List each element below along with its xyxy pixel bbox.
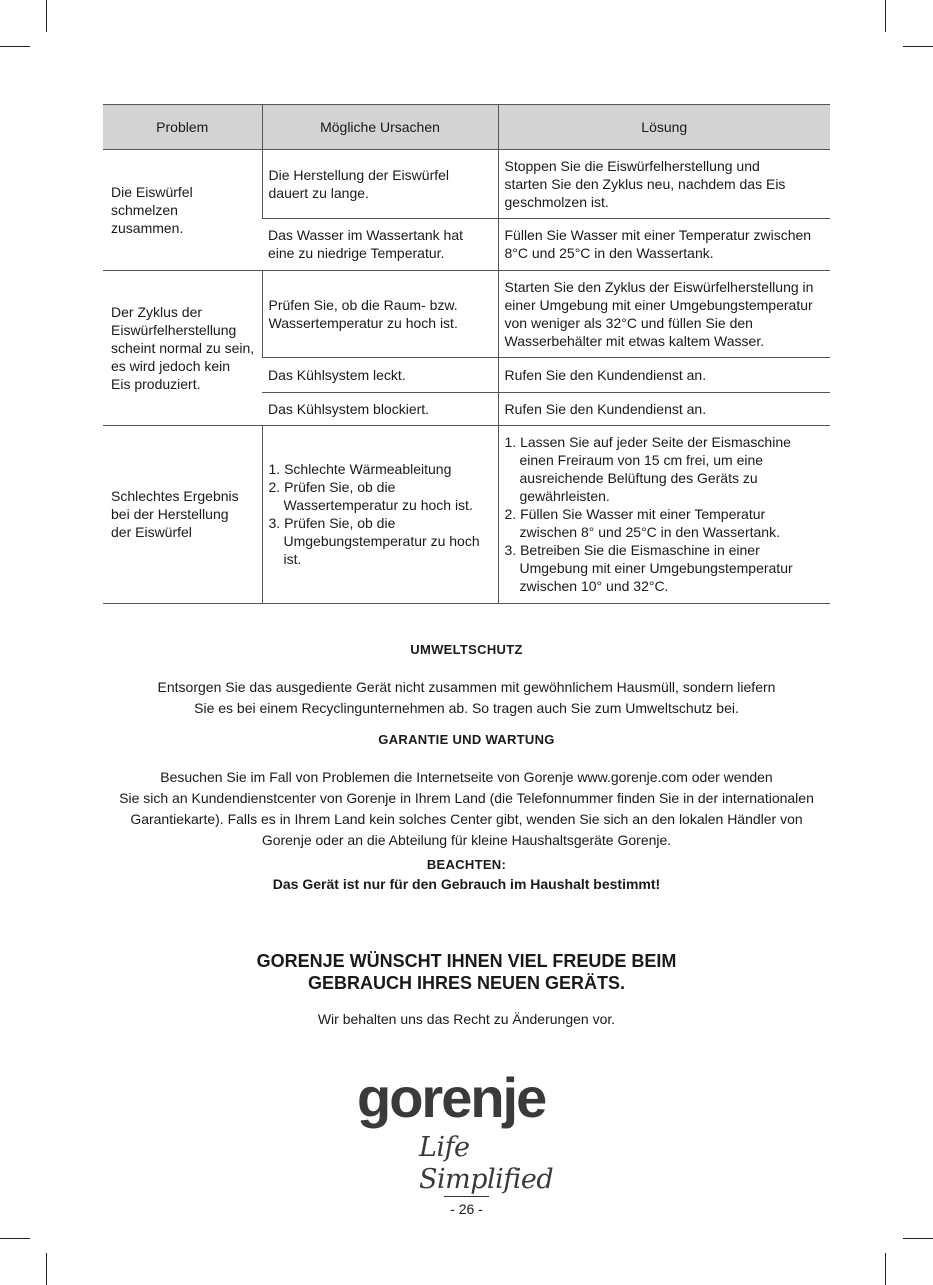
problem-cell [103, 426, 262, 604]
solution-cell [498, 219, 830, 271]
cause-line: Prüfen Sie, ob die Raum- bzw. [268, 296, 458, 313]
warranty-line: Sie sich an Kundendienstcenter von Gorenje in Ihrem Land (die Telefonnummer finden Sie in der internationalen [119, 790, 814, 806]
warranty-line: Garantiekarte). Falls es in Ihrem Land kein solches Center gibt, wenden Sie sich an den lokalen Händler von [130, 811, 803, 827]
solution-item: 1. Lassen Sie auf jeder Seite der Eismaschine einen Freiraum von 15 cm frei, um eine ausreichende Belüftung des Geräts zu gewährleisten. [504, 434, 791, 504]
crop-mark [46, 1253, 47, 1285]
wish-line: GEBRAUCH IHRES NEUEN GERÄTS. [307, 973, 626, 993]
table-row [103, 150, 830, 219]
solution-cell [498, 358, 830, 393]
crop-mark [0, 46, 30, 47]
closing-wish [0, 950, 933, 994]
solution-item: 2. Füllen Sie Wasser mit einer Temperatur zwischen 8° und 25°C in den Wassertank. [504, 506, 780, 540]
crop-mark [46, 0, 47, 32]
problem-cell [103, 150, 262, 271]
crop-mark [885, 1253, 886, 1285]
cause-cell [262, 271, 498, 358]
crop-mark [0, 1238, 30, 1239]
warranty-title: GARANTIE UND WARTUNG [378, 732, 555, 747]
solution-line: Stoppen Sie die Eiswürfelherstellung und [504, 157, 760, 174]
cause-cell [262, 150, 498, 219]
solution-line: geschmolzen ist. [504, 193, 609, 210]
solution-line: Starten Sie den Zyklus der Eiswürfelherstellung in [504, 278, 814, 295]
table-row [103, 426, 830, 604]
page-number: - 26 - [450, 1201, 483, 1217]
solution-cell [498, 271, 830, 358]
logo-tagline: Life Simplified [419, 1132, 554, 1195]
table-header-row [103, 105, 830, 150]
environment-line: Sie es bei einem Recyclingunternehmen ab. So tragen auch Sie zum Umweltschutz bei. [194, 700, 739, 716]
warranty-text [0, 767, 933, 851]
cause-cell [262, 219, 498, 271]
page-number-rule [444, 1196, 489, 1197]
solution-line: von weniger als 32°C und füllen Sie den [504, 314, 753, 331]
solution-line: Rufen Sie den Kundendienst an. [504, 400, 707, 417]
problem-line: es wird jedoch kein [111, 357, 231, 374]
gorenje-logo: gorenje [357, 1066, 546, 1129]
solution-cell [498, 426, 830, 604]
cause-cell [262, 426, 498, 604]
environment-line: Entsorgen Sie das ausgediente Gerät nicht zusammen mit gewöhnlichem Hausmüll, sondern liefern [157, 679, 776, 695]
problem-line: Die Eiswürfel [111, 183, 193, 200]
solution-line: starten Sie den Zyklus neu, nachdem das Eis [504, 175, 786, 192]
solution-cell [498, 150, 830, 219]
cause-item: 1. Schlechte Wärmeableitung [268, 461, 452, 477]
environment-title: UMWELTSCHUTZ [410, 642, 523, 657]
crop-mark [903, 46, 933, 47]
header-problem: Problem [103, 105, 262, 150]
solution-line: einer Umgebung mit einer Umgebungstemperatur [504, 296, 813, 313]
cause-line: Das Kühlsystem blockiert. [268, 400, 430, 417]
solution-line: 8°C und 25°C in den Wassertank. [504, 245, 714, 261]
table-row [103, 271, 830, 358]
crop-mark [903, 1238, 933, 1239]
problem-line: Schlechtes Ergebnis [111, 488, 239, 504]
problem-line: schmelzen [111, 201, 178, 218]
problem-line: Der Zyklus der [111, 303, 203, 320]
note-text: Das Gerät ist nur für den Gebrauch im Haushalt bestimmt! [272, 876, 661, 892]
solution-item: 3. Betreiben Sie die Eismaschine in einer Umgebung mit einer Umgebungstemperatur zwischen 10° und 32°C. [504, 542, 793, 594]
warranty-line: Besuchen Sie im Fall von Problemen die Internetseite von Gorenje www.gorenje.com oder wenden [160, 769, 773, 785]
problem-line: zusammen. [111, 219, 184, 236]
problem-line: Eiswürfelherstellung [111, 321, 237, 338]
note-title: BEACHTEN: [426, 857, 507, 872]
header-causes: Mögliche Ursachen [262, 105, 498, 150]
troubleshooting-table [103, 104, 830, 604]
header-solution: Lösung [498, 105, 830, 150]
cause-line: Das Kühlsystem leckt. [268, 366, 406, 383]
cause-line: Wassertemperatur zu hoch ist. [268, 314, 458, 331]
wish-line: GORENJE WÜNSCHT IHNEN VIEL FREUDE BEIM [256, 951, 677, 971]
cause-line: Das Wasser im Wassertank hat [268, 227, 464, 243]
problem-line: der Eiswürfel [111, 524, 192, 540]
solution-cell [498, 393, 830, 426]
solution-line: Wasserbehälter mit etwas kaltem Wasser. [504, 332, 765, 349]
cause-item: 3. Prüfen Sie, ob die Umgebungstemperatur zu hoch ist. [268, 515, 480, 567]
cause-line: Die Herstellung der Eiswürfel [268, 166, 450, 183]
environment-text [0, 677, 933, 719]
cause-item: 2. Prüfen Sie, ob die Wassertemperatur zu hoch ist. [268, 479, 473, 513]
problem-line: Eis produziert. [111, 375, 201, 392]
problem-line: bei der Herstellung [111, 506, 229, 522]
reserve-note: Wir behalten uns das Recht zu Änderungen vor. [317, 1011, 616, 1027]
crop-mark [885, 0, 886, 32]
solution-line: Füllen Sie Wasser mit einer Temperatur zwischen [504, 227, 812, 243]
solution-line: Rufen Sie den Kundendienst an. [504, 366, 707, 383]
problem-line: scheint normal zu sein, [111, 339, 255, 356]
cause-cell [262, 358, 498, 393]
warranty-line: Gorenje oder an die Abteilung für kleine Haushaltsgeräte Gorenje. [261, 832, 672, 848]
problem-cell [103, 271, 262, 426]
cause-cell [262, 393, 498, 426]
cause-line: dauert zu lange. [268, 184, 369, 201]
cause-line: eine zu niedrige Temperatur. [268, 245, 445, 261]
